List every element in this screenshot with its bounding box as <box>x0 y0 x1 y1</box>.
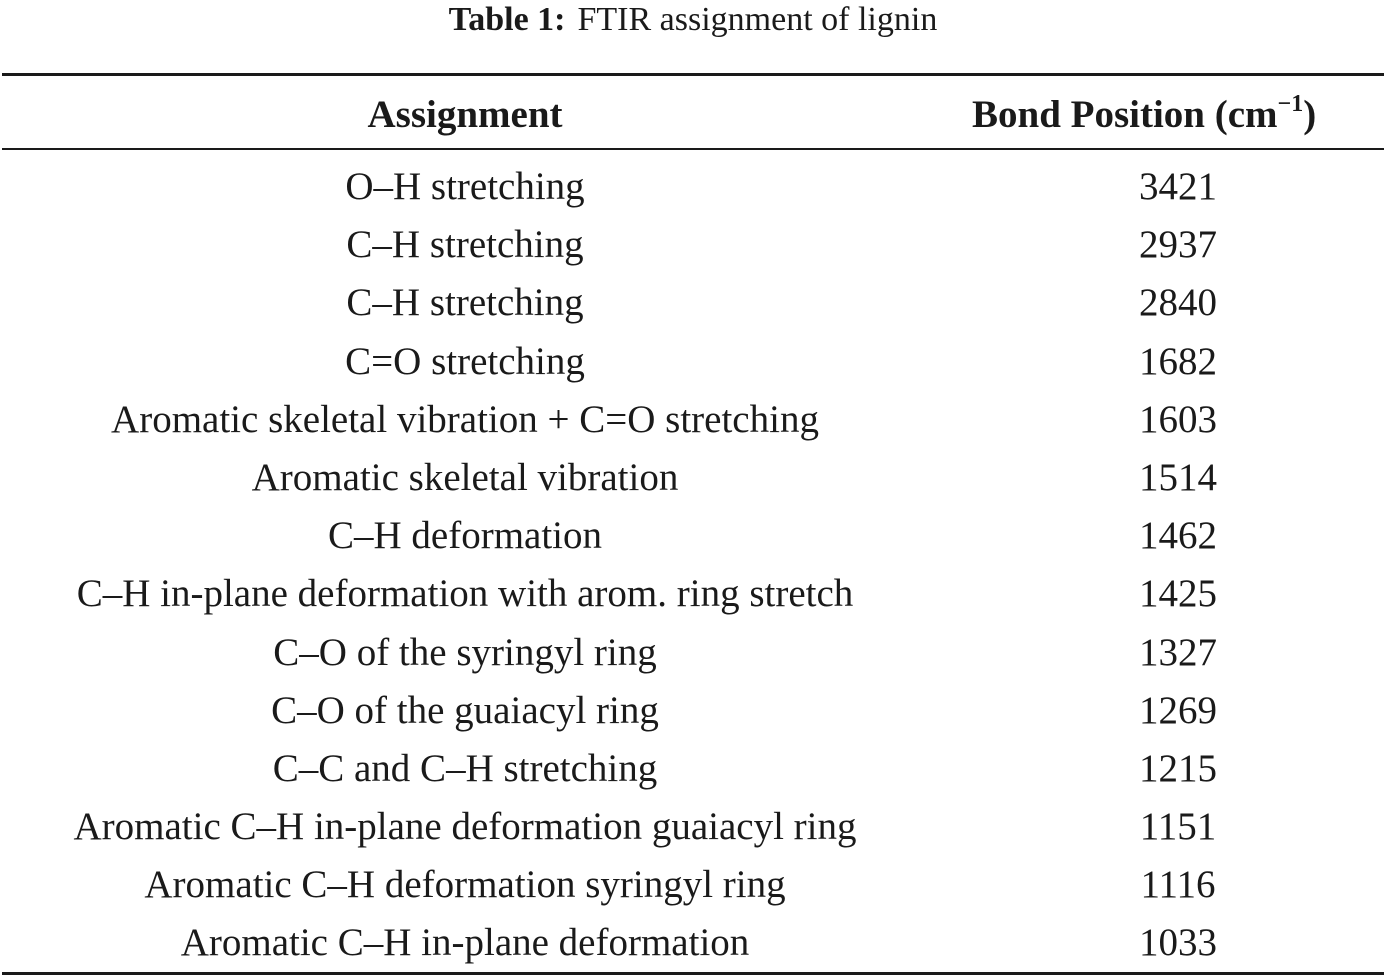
caption-label: Table 1: <box>448 1 566 38</box>
assignment-cell: C=O stretching <box>345 339 585 383</box>
position-cell: 1269 <box>1139 688 1217 732</box>
header-assignment: Assignment <box>367 93 563 136</box>
caption-text: FTIR assignment of lignin <box>577 1 938 38</box>
table-body <box>0 158 1386 973</box>
assignment-cell: O–H stretching <box>345 165 585 208</box>
table-row <box>0 158 1386 216</box>
table-row <box>0 333 1386 391</box>
table-caption <box>0 0 1386 40</box>
assignment-cell: C–C and C–H stretching <box>272 746 658 790</box>
assignment-cell: Aromatic C–H in-plane deformation <box>180 921 750 965</box>
header-bond-position-text: Bond Position (cm <box>972 93 1278 136</box>
assignment-cell: C–O of the syringyl ring <box>273 630 657 674</box>
assignment-cell: C–H in-plane deformation with arom. ring stretch <box>76 572 854 616</box>
table-bottom-rule <box>2 972 1384 975</box>
position-cell: 1514 <box>1139 455 1217 499</box>
table-top-rule <box>2 73 1384 76</box>
position-cell: 1462 <box>1139 514 1217 558</box>
header-bond-position <box>972 86 1386 144</box>
table-row <box>0 856 1386 914</box>
position-cell: 1151 <box>1139 805 1217 849</box>
position-cell: 1116 <box>1140 863 1216 907</box>
position-cell: 1425 <box>1139 572 1217 616</box>
assignment-cell: Aromatic C–H in-plane deformation guaiacyl ring <box>73 805 857 849</box>
table-row <box>0 682 1386 740</box>
position-cell: 3421 <box>1139 165 1217 208</box>
table-row <box>0 216 1386 274</box>
table-row <box>0 624 1386 682</box>
position-cell: 1327 <box>1139 630 1217 674</box>
position-cell: 2840 <box>1139 281 1217 325</box>
header-bond-position-close: ) <box>1303 93 1317 136</box>
assignment-cell: C–H stretching <box>346 281 584 325</box>
table-header-row <box>0 86 1386 144</box>
assignment-cell: Aromatic skeletal vibration <box>251 455 679 499</box>
table-row <box>0 449 1386 507</box>
position-cell: 1603 <box>1139 397 1217 441</box>
assignment-cell: C–O of the guaiacyl ring <box>271 688 659 732</box>
header-unit-superscript: −1 <box>1277 91 1304 117</box>
position-cell: 1215 <box>1139 746 1217 790</box>
position-cell: 2937 <box>1139 223 1217 267</box>
table-row <box>0 798 1386 856</box>
position-cell: 1682 <box>1139 339 1217 383</box>
table-row <box>0 914 1386 972</box>
table-row <box>0 740 1386 798</box>
table-row <box>0 565 1386 623</box>
table-row <box>0 274 1386 332</box>
assignment-cell: Aromatic skeletal vibration + C=O stretching <box>111 397 819 441</box>
table-header-rule <box>2 148 1384 150</box>
table-row <box>0 507 1386 565</box>
position-cell: 1033 <box>1139 921 1217 965</box>
table-row <box>0 391 1386 449</box>
assignment-cell: C–H stretching <box>346 223 584 267</box>
assignment-cell: Aromatic C–H deformation syringyl ring <box>144 863 786 907</box>
assignment-cell: C–H deformation <box>327 514 603 558</box>
